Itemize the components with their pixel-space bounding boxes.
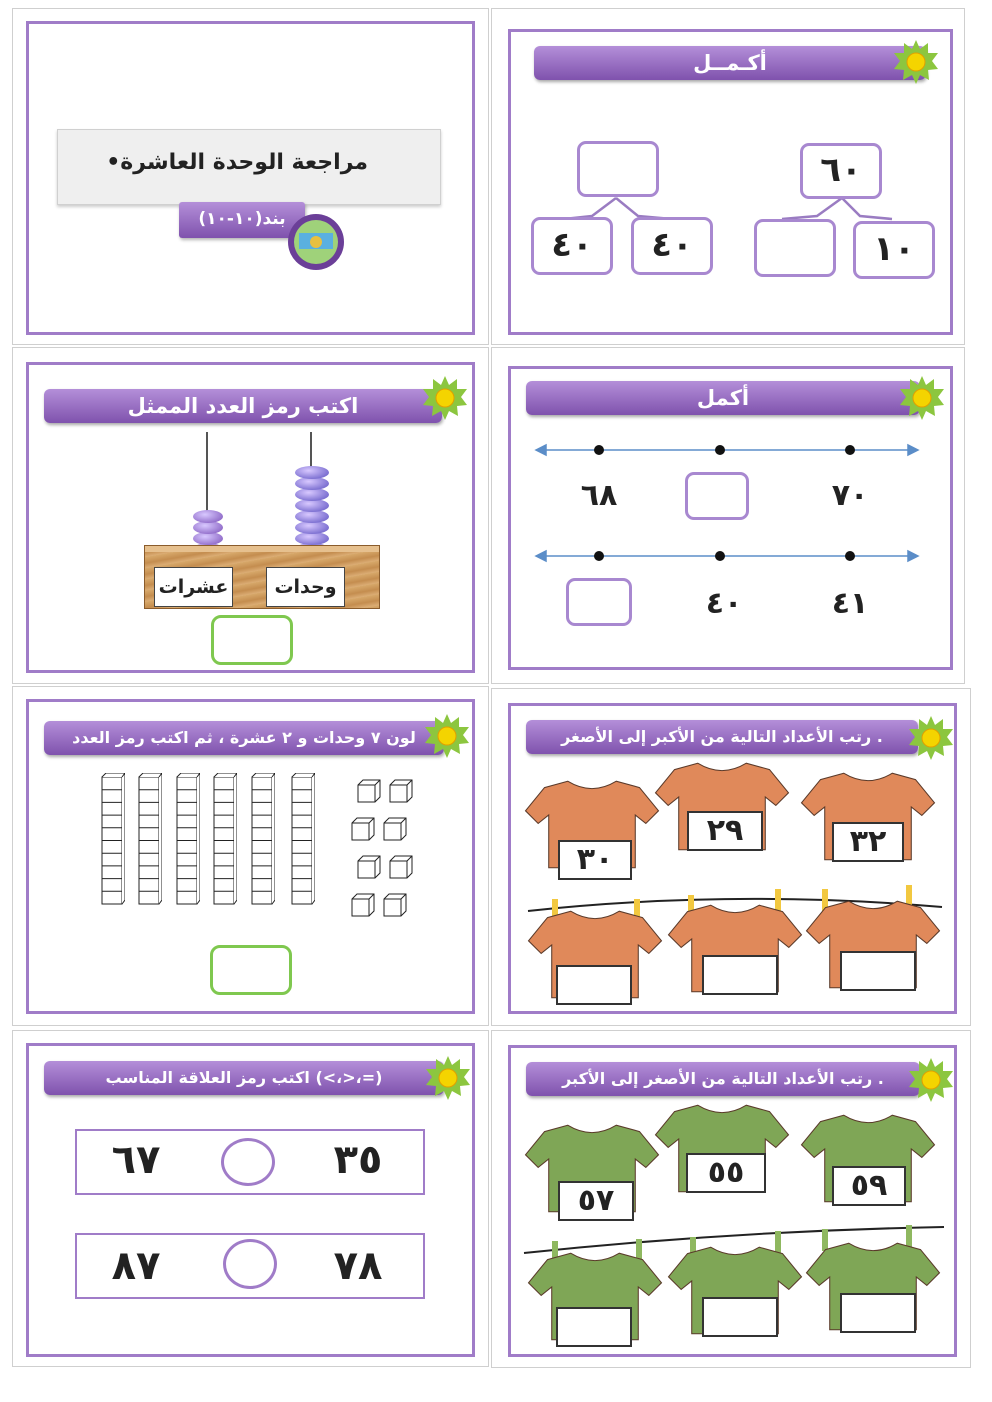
shirt-number: ٣٠ [558, 840, 632, 880]
card-title-bar: أكـمــل [534, 46, 926, 80]
bead [295, 466, 329, 479]
card-blocks [12, 686, 489, 1026]
unit-cube[interactable] [383, 817, 407, 841]
book-logo-icon [287, 213, 345, 271]
units-label: وحدات [274, 576, 337, 598]
tens-beads [193, 484, 223, 554]
unit-review-heading: •مراجعة الوحدة العاشرة [106, 150, 368, 175]
tens-rod[interactable] [176, 773, 200, 905]
compare-row [75, 1233, 425, 1299]
relation-circle[interactable] [223, 1239, 277, 1289]
line2-left-box[interactable] [566, 578, 632, 626]
card-title-bar: اكتب رمز العدد الممثل [44, 389, 442, 423]
units-label-box [266, 567, 345, 607]
tens-rod[interactable] [101, 773, 125, 905]
line2-middle-number: ٤٠ [705, 586, 743, 621]
sun-icon [424, 713, 470, 759]
unit-cube[interactable] [389, 779, 413, 803]
tens-rod[interactable] [251, 773, 275, 905]
card-title-bar: رتب الأعداد التالية من الأكبر إلى الأصغر . [526, 720, 918, 754]
answer-tag[interactable] [556, 1307, 632, 1347]
line1-left-number: ٦٨ [580, 478, 618, 513]
tens-label-box [154, 567, 233, 607]
shirt-number: ٥٥ [686, 1153, 766, 1193]
card-compare [12, 1030, 489, 1367]
unit-cube[interactable] [351, 893, 375, 917]
unit-cube[interactable] [389, 855, 413, 879]
answer-tag[interactable] [840, 951, 916, 991]
compare-left-number: ٦٧ [111, 1137, 161, 1183]
compare-row [75, 1129, 425, 1195]
unit-cube[interactable] [357, 855, 381, 879]
answer-tag[interactable] [702, 955, 778, 995]
tens-rod[interactable] [291, 773, 315, 905]
compare-right-number: ٧٨ [333, 1243, 383, 1289]
tens-rod[interactable] [138, 773, 162, 905]
answer-tag[interactable] [840, 1293, 916, 1333]
answer-tag[interactable] [556, 965, 632, 1005]
card-title-bar: رتب الأعداد التالية من الأصغر إلى الأكبر . [526, 1062, 920, 1096]
answer-tag[interactable] [702, 1297, 778, 1337]
bead [193, 510, 223, 523]
unit-cube[interactable] [383, 893, 407, 917]
line2-right-number: ٤١ [831, 586, 869, 621]
relation-circle[interactable] [221, 1138, 275, 1186]
tree-connectors [492, 9, 966, 346]
card-title-bar: لون ٧ وحدات و ٢ عشرة ، ثم اكتب رمز العدد [44, 721, 444, 755]
card-numberline [491, 347, 965, 684]
card-title [12, 8, 489, 345]
card-order-desc [491, 688, 971, 1026]
tree-right-top-box[interactable]: ٦٠ [800, 143, 882, 199]
tree-left-right-box[interactable]: ٤٠ [631, 217, 713, 275]
compare-left-number: ٨٧ [111, 1243, 161, 1289]
tens-rod[interactable] [213, 773, 237, 905]
unit-cube[interactable] [351, 817, 375, 841]
answer-box[interactable] [210, 945, 292, 995]
compare-right-number: ٣٥ [333, 1137, 383, 1183]
card-abacus [12, 347, 489, 684]
unit-cubes [351, 779, 421, 929]
card-title-bar: أكمل [526, 381, 920, 415]
card-title-bar: اكتب رمز العلاقة المناسب (<،>،=) [44, 1061, 444, 1095]
shirt-number: ٥٩ [832, 1166, 906, 1206]
answer-box[interactable] [211, 615, 293, 665]
shirt-number: ٢٩ [687, 811, 763, 851]
tens-rods [101, 773, 321, 913]
shirt-number: ٣٢ [832, 822, 904, 862]
title-panel [57, 129, 441, 205]
tree-left-left-box[interactable]: ٤٠ [531, 217, 613, 275]
line1-right-number: ٧٠ [831, 478, 869, 513]
card-order-asc [491, 1030, 971, 1368]
tree-right-right-box[interactable]: ١٠ [853, 221, 935, 279]
shirt-number: ٥٧ [558, 1181, 634, 1221]
sun-icon [425, 1055, 471, 1101]
line1-middle-box[interactable] [685, 472, 749, 520]
tens-label: عشرات [158, 576, 229, 598]
units-beads [295, 462, 329, 554]
tree-left-top-box[interactable] [577, 141, 659, 197]
card-complete-tree [491, 8, 965, 345]
unit-cube[interactable] [357, 779, 381, 803]
tree-right-left-box[interactable] [754, 219, 836, 277]
section-label: بند(١٠-١٠) [179, 202, 305, 238]
